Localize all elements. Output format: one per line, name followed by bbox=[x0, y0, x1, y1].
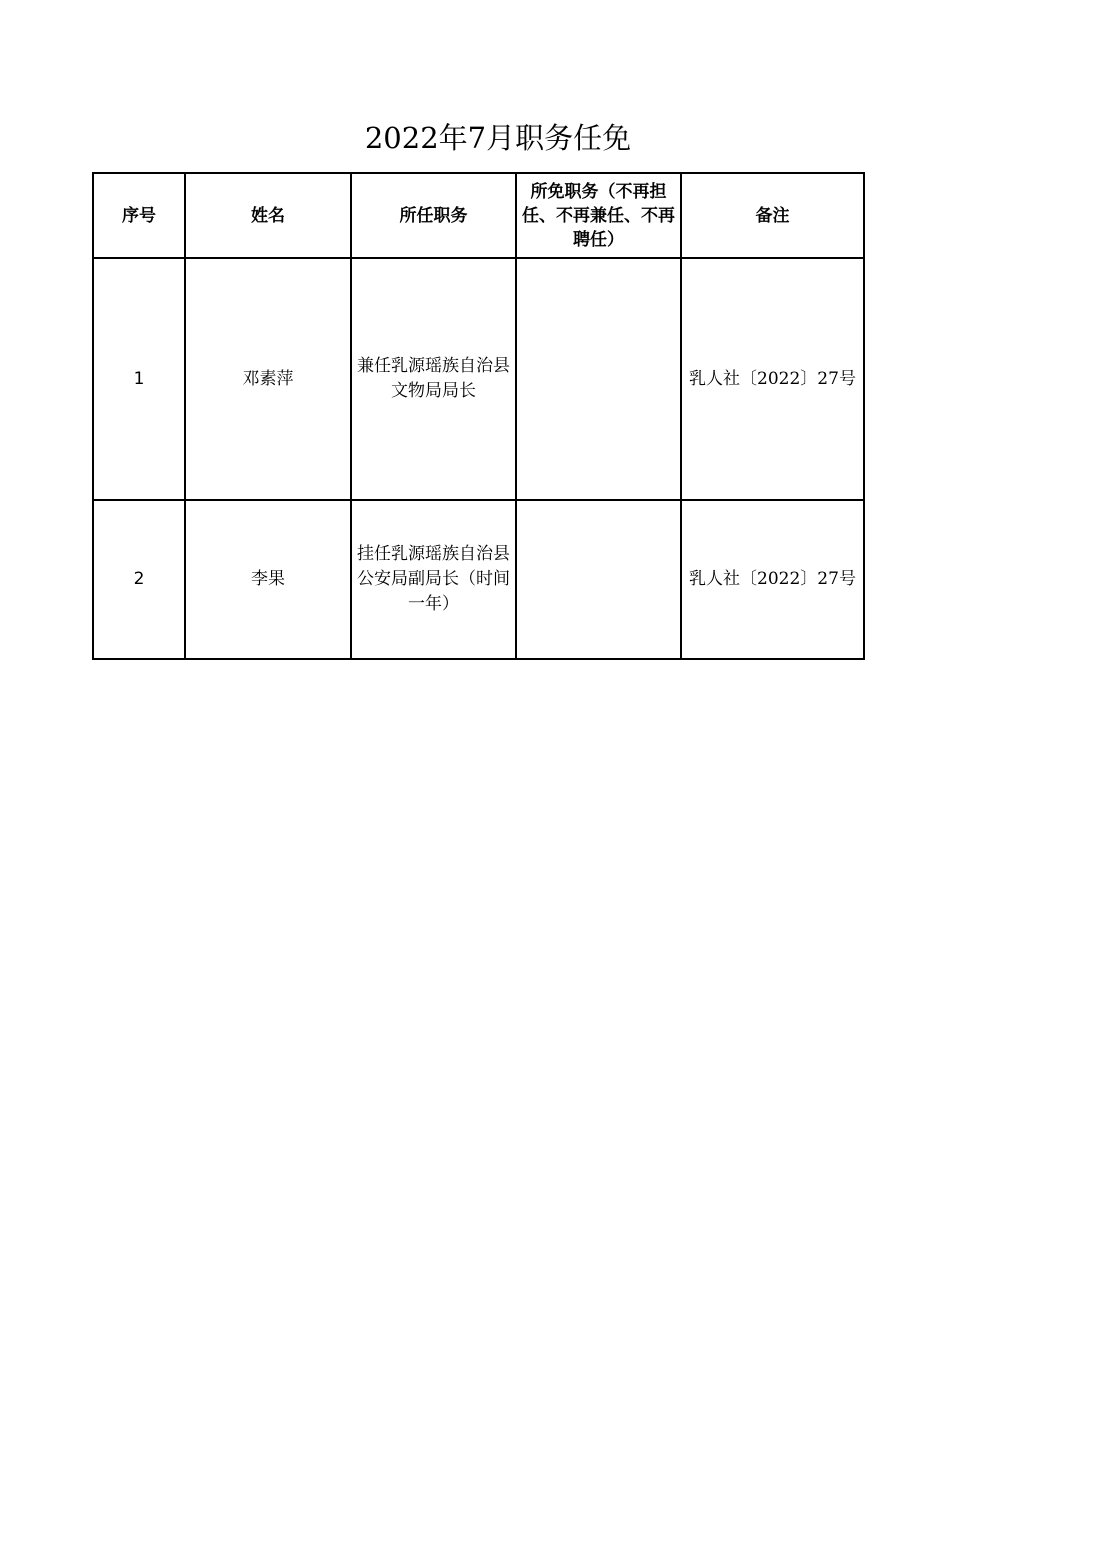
cell-removed-position bbox=[516, 258, 681, 500]
page-title: 2022年7月职务任免 bbox=[364, 121, 632, 155]
table-header-row bbox=[93, 173, 864, 258]
table-row bbox=[93, 258, 864, 500]
appointment-table bbox=[92, 172, 865, 660]
cell-appointed-position: 挂任乳源瑶族自治县公安局副局长（时间一年） bbox=[351, 500, 516, 659]
header-note: 备注 bbox=[681, 173, 864, 258]
header-seq: 序号 bbox=[93, 173, 185, 258]
cell-removed-position bbox=[516, 500, 681, 659]
cell-name: 李果 bbox=[185, 500, 351, 659]
header-name: 姓名 bbox=[185, 173, 351, 258]
cell-seq: 2 bbox=[93, 500, 185, 659]
cell-note: 乳人社〔2022〕27号 bbox=[681, 258, 864, 500]
header-removed-position: 所免职务（不再担任、不再兼任、不再聘任） bbox=[516, 173, 681, 258]
cell-name: 邓素萍 bbox=[185, 258, 351, 500]
cell-note: 乳人社〔2022〕27号 bbox=[681, 500, 864, 659]
cell-appointed-position: 兼任乳源瑶族自治县文物局局长 bbox=[351, 258, 516, 500]
cell-seq: 1 bbox=[93, 258, 185, 500]
header-appointed-position: 所任职务 bbox=[351, 173, 516, 258]
table-row bbox=[93, 500, 864, 659]
